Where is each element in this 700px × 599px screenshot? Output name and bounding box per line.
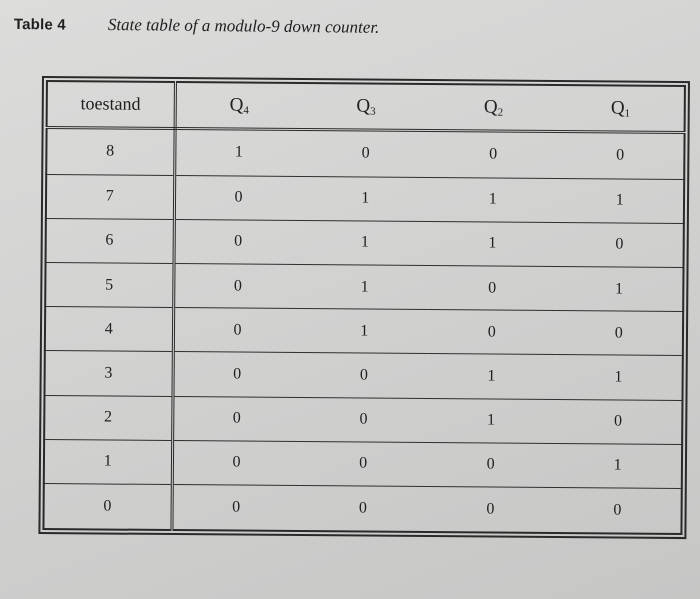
table-cell: 0 bbox=[172, 352, 300, 397]
table-cell: 1 bbox=[427, 398, 555, 443]
table-cell: 4 bbox=[45, 307, 173, 352]
table-cell: 0 bbox=[172, 396, 300, 441]
table-row bbox=[46, 174, 684, 223]
column-header bbox=[557, 85, 685, 132]
table-cell: 0 bbox=[172, 440, 300, 485]
table-cell: 1 bbox=[429, 177, 557, 222]
table-cell: 0 bbox=[555, 399, 683, 444]
table-cell: 1 bbox=[44, 439, 172, 484]
table-row bbox=[46, 128, 684, 180]
table-cell: 1 bbox=[555, 355, 683, 400]
table-cell: 1 bbox=[554, 443, 682, 488]
table-cell: 7 bbox=[46, 174, 174, 219]
column-header-subscript: 3 bbox=[370, 105, 376, 118]
table-row bbox=[45, 263, 683, 312]
table-cell: 0 bbox=[554, 488, 682, 534]
state-table-frame bbox=[38, 76, 690, 539]
table-cell: 0 bbox=[428, 266, 556, 311]
column-header-subscript: 4 bbox=[243, 104, 249, 117]
table-cell: 3 bbox=[44, 351, 172, 396]
table-cell: 0 bbox=[426, 487, 554, 533]
column-header bbox=[302, 83, 430, 130]
table-cell: 0 bbox=[302, 130, 430, 178]
column-header bbox=[430, 84, 558, 131]
table-cell: 1 bbox=[301, 176, 429, 221]
table-cell: 5 bbox=[45, 263, 173, 308]
table-cell: 0 bbox=[174, 219, 302, 264]
table-cell: 0 bbox=[173, 264, 301, 309]
header-row bbox=[47, 81, 685, 133]
table-cell: 0 bbox=[300, 353, 428, 398]
table-cell: 1 bbox=[300, 309, 428, 354]
table-cell: 0 bbox=[427, 442, 555, 487]
caption-label: Table 4 bbox=[13, 15, 66, 34]
table-cell: 0 bbox=[556, 222, 684, 267]
table-row bbox=[44, 439, 682, 488]
table-cell: 1 bbox=[429, 221, 557, 266]
state-table bbox=[42, 80, 686, 535]
column-header bbox=[175, 82, 303, 129]
table-cell: 0 bbox=[174, 175, 302, 220]
column-header-main: Q bbox=[610, 97, 625, 119]
column-header bbox=[47, 81, 175, 129]
table-row bbox=[46, 218, 684, 267]
table-cell: 0 bbox=[299, 486, 427, 532]
table-cell: 1 bbox=[556, 178, 684, 223]
table-cell: 1 bbox=[427, 354, 555, 399]
table-cell: 0 bbox=[300, 397, 428, 442]
table-cell: 1 bbox=[556, 267, 684, 312]
table-row bbox=[44, 395, 682, 444]
table-cell: 0 bbox=[171, 485, 299, 531]
table-cell: 1 bbox=[301, 220, 429, 265]
table-cell: 0 bbox=[555, 311, 683, 356]
table-cell: 2 bbox=[44, 395, 172, 440]
table-row bbox=[43, 484, 681, 534]
column-header-subscript: 1 bbox=[624, 107, 631, 120]
column-header-main: Q bbox=[483, 96, 498, 118]
table-cell: 0 bbox=[428, 310, 556, 355]
table-cell: 0 bbox=[299, 441, 427, 486]
table-cell: 0 bbox=[429, 131, 557, 179]
table-row bbox=[45, 307, 683, 356]
table-cell: 0 bbox=[43, 484, 171, 530]
column-header-main: Q bbox=[356, 95, 371, 117]
column-header-main: Q bbox=[229, 94, 244, 116]
caption-title: State table of a modulo-9 down counter. bbox=[107, 14, 380, 37]
table-cell: 8 bbox=[46, 128, 174, 176]
table-cell: 0 bbox=[173, 308, 301, 353]
column-header-main: toestand bbox=[80, 93, 141, 114]
table-row bbox=[44, 351, 682, 400]
table-cell: 1 bbox=[174, 129, 302, 177]
table-cell: 6 bbox=[46, 218, 174, 263]
table-cell: 0 bbox=[557, 132, 685, 180]
table-caption bbox=[14, 14, 380, 38]
column-header-subscript: 2 bbox=[497, 106, 504, 119]
table-cell: 1 bbox=[301, 265, 429, 310]
